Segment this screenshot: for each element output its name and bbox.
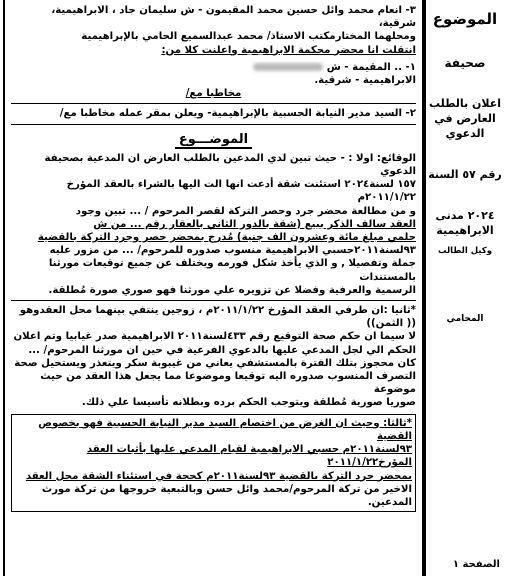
facts-line-4: العقد سالف الذكر ببيع (شقة بالدور الثاني بالعقار رقم ... من ش xyxy=(93,218,416,230)
party-line-1: ٣- انعام محمد وائل حسين محمد المقيمون - ش سليمان جاد ، الابراهيمية، شرقية، xyxy=(51,5,416,30)
defendant-line-1 xyxy=(11,61,416,74)
sidebar-lawyer: المحامي xyxy=(446,314,484,324)
defendant-line-2: ٢- السيد مدير النيابة الحسبية بالإبراهيمية- ويعلن بمقر عمله مخاطبا مع/ xyxy=(59,108,416,120)
facts-line-6: ٩٣لسنة٢٠١١حسبي الابراهيمية منسوب صدوره للمرحوم/ ... من مزور عليه xyxy=(49,245,416,257)
divider xyxy=(11,300,416,301)
sidebar-case-number: رقم ٥٧ السنة xyxy=(428,168,502,181)
third-line-1: *ثالثا: وحيث ان الغرض من اختصام السيد مدير النيابة الحسبية فهو بخصوص القضية xyxy=(38,417,412,442)
facts-line-7: جملة وتفصيلا , و الذي يأخذ شكل فورمه ويختلف عن جميع توقيعات مورثنا بالمستندات xyxy=(48,258,416,283)
facts-line-2: ١٥٧ لسنة٢٠٢٤ استئنت شقة أدعت انها الت اليها بالشراء بالعقد المؤرخ ٢٠١١/١/٢٢م xyxy=(66,179,416,204)
sidebar-doc-type: صحيفة xyxy=(444,56,486,70)
redacted-text xyxy=(253,63,323,71)
facts-line-5: حلمي مبلغ مائة وعشرون الف جنية) مُدرج بمحضر حصر وجرد التركة بالقضية xyxy=(37,232,416,244)
third-line-2: ٩٣لسنة٢٠١١م حسبي الابراهيمية لقيام المدعي عليها بأثبات العقد المؤرخ٢٠١١/١/٢٢ xyxy=(86,444,412,469)
second-line-6: صوريا صورية مُطلقة ويتوجب الحكم برده وبطلانه تأسيسا علي ذلك. xyxy=(81,397,416,409)
second-line-1: *ثانيا :ان طرفي العقد المؤرخ ٢٠١١/١/٢٢م ، زوجين ينتفي بينهما محل العقدوهو (( الثمن)) xyxy=(19,305,416,330)
party-line-3: انتقلت انا محضر محكمة الابراهيمية واعلنت كلا من: xyxy=(161,44,416,56)
defendant-line-1b: الابراهيمية - شرقية. xyxy=(314,75,416,87)
sidebar-case-court: ٢٠٢٤ مدنى الابراهيمية xyxy=(435,209,495,237)
divider xyxy=(11,124,416,125)
facts-line-8: الرسمية والعرفية وفضلا عن تزويره علي مورثنا فهو صوري صورة مُطلقة. xyxy=(48,284,416,296)
third-point-box xyxy=(11,414,416,512)
document-body xyxy=(3,0,424,576)
second-line-4: كان محجوز بتلك الفترة بالمستشفي يعاني من غيبوبة سكر ويتعذر ويستحيل صحة xyxy=(14,357,416,369)
party-line-2: ومحلهما المختارمكتب الاستاذ/ محمد عبدالسميع الحامي بالإبراهيمية xyxy=(81,31,416,43)
sidebar-agent: وكيل الطالب xyxy=(437,246,492,256)
second-line-5: التصرف المنسوب صدوره اليه توقيعا وموضوعا مما يجعل هذا العقد من حيث موضوعة xyxy=(40,371,416,396)
defendant-1-served: مخاطبا مع/ xyxy=(185,88,242,100)
divider xyxy=(11,103,416,104)
page-number: الصفحة ١ xyxy=(452,559,500,570)
third-line-3: بمحضر جرد التركة بالقضية ٩٣لسنة٢٠١١م كحجة في استئناء الشقة محل العقد xyxy=(25,470,412,482)
sidebar-subject: اعلان بالطلب العارض في الدعوي xyxy=(428,97,502,140)
defendant-1-text: ١- .. المقيمة - ش xyxy=(326,61,416,73)
second-line-2: لا سيما ان حكم صحة التوقيع رقم ٤٣٣لسنة٢٠١١ الابراهيمية صدر غيابيا وتم اعلان xyxy=(13,331,416,343)
facts-line-1: الوقائع: اولا : - حيث تبين لدي المدعين بالطلب العارض ان المدعية بصحيفة الدعوي xyxy=(44,152,416,178)
facts-line-3: و من مطالعة محضر جرد وحصر التركة لقصر المرحوم / ... تبين وجود xyxy=(75,205,416,217)
sidebar-divider xyxy=(424,0,426,576)
third-line-4: الاخير من تركة المرحوم/محمد وائل حسن وبالتبعية خروجها من تركة مورث المدعين. xyxy=(41,483,412,508)
second-line-3: الحكم الي لجل المدعي عليها بالدعوي الفرعية في حين ان مورثنا المرحوم/ ... xyxy=(28,344,416,356)
section-header: الموضـــوع xyxy=(11,133,416,146)
sidebar-panel xyxy=(424,0,506,576)
sidebar-title: الموضوع xyxy=(432,10,498,28)
